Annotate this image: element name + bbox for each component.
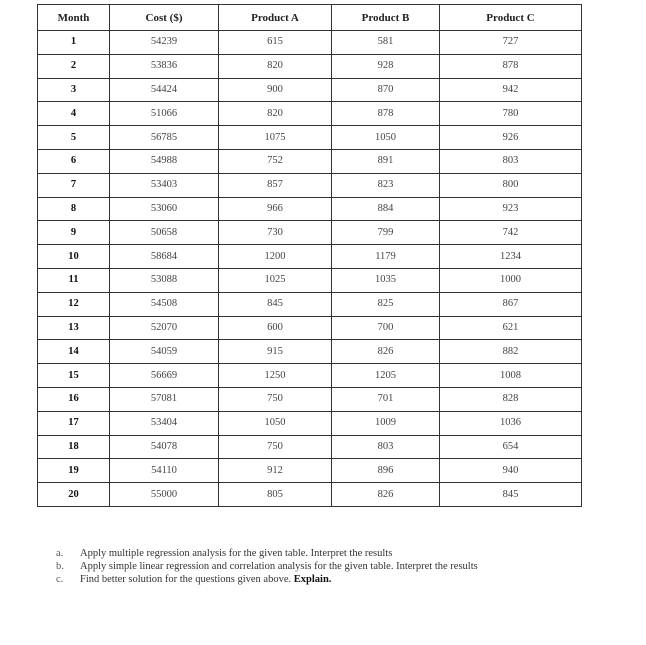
cell-product-b: 823 [332,173,440,197]
table-row [38,126,582,150]
cell-cost: 54059 [110,340,219,364]
table-row [38,364,582,388]
question-body: Find better solution for the questions given above. [80,574,294,585]
cell-cost: 57081 [110,387,219,411]
cell-product-b: 896 [332,459,440,483]
cell-cost: 54424 [110,78,219,102]
cell-cost: 54078 [110,435,219,459]
table-row [38,340,582,364]
cell-product-c: 780 [440,102,582,126]
table-row [38,197,582,221]
cell-product-a: 966 [219,197,332,221]
cell-product-c: 828 [440,387,582,411]
cell-product-c: 727 [440,31,582,55]
cell-product-a: 1050 [219,411,332,435]
table-row [38,245,582,269]
cell-product-b: 826 [332,483,440,507]
header-month: Month [38,5,110,31]
cell-cost: 54988 [110,149,219,173]
cell-month: 3 [38,78,110,102]
cell-month: 19 [38,459,110,483]
cell-cost: 53060 [110,197,219,221]
cell-product-c: 845 [440,483,582,507]
question-item [56,548,576,560]
cell-product-c: 1000 [440,268,582,292]
cell-month: 20 [38,483,110,507]
cell-product-b: 825 [332,292,440,316]
table-row [38,483,582,507]
cell-product-c: 940 [440,459,582,483]
header-product-c: Product C [440,5,582,31]
cell-product-a: 752 [219,149,332,173]
cell-product-b: 700 [332,316,440,340]
table-row [38,149,582,173]
cell-product-a: 1075 [219,126,332,150]
cell-product-c: 803 [440,149,582,173]
cell-product-c: 1008 [440,364,582,388]
cell-month: 9 [38,221,110,245]
question-item [56,574,576,586]
table-row [38,435,582,459]
cell-product-b: 701 [332,387,440,411]
cell-product-b: 581 [332,31,440,55]
cell-product-a: 912 [219,459,332,483]
table-row [38,78,582,102]
cell-product-a: 857 [219,173,332,197]
cell-cost: 56669 [110,364,219,388]
cell-month: 11 [38,268,110,292]
table-row [38,221,582,245]
cell-product-c: 654 [440,435,582,459]
cell-product-a: 820 [219,102,332,126]
table-row [38,268,582,292]
cell-product-c: 742 [440,221,582,245]
table-row [38,292,582,316]
cell-product-b: 1205 [332,364,440,388]
question-text [80,548,576,560]
cell-product-c: 800 [440,173,582,197]
questions-list [56,548,576,587]
cell-month: 8 [38,197,110,221]
cell-month: 1 [38,31,110,55]
cell-product-b: 1179 [332,245,440,269]
header-product-a: Product A [219,5,332,31]
cell-product-c: 923 [440,197,582,221]
question-body: Apply simple linear regression and correlation analysis for the given table. Interpret the results [80,561,478,572]
cell-month: 15 [38,364,110,388]
table-header-row [38,5,582,31]
cell-product-a: 1200 [219,245,332,269]
cell-cost: 54239 [110,31,219,55]
cell-product-a: 805 [219,483,332,507]
cell-product-b: 1050 [332,126,440,150]
table-row [38,102,582,126]
question-item [56,561,576,573]
cell-month: 10 [38,245,110,269]
cell-product-a: 750 [219,435,332,459]
cell-product-a: 1025 [219,268,332,292]
cell-product-c: 1234 [440,245,582,269]
cell-product-a: 915 [219,340,332,364]
cell-product-b: 884 [332,197,440,221]
cell-product-c: 882 [440,340,582,364]
cell-product-b: 891 [332,149,440,173]
cell-month: 2 [38,54,110,78]
cell-month: 13 [38,316,110,340]
table-row [38,316,582,340]
question-emphasis: Explain. [293,574,332,585]
table-row [38,387,582,411]
cell-product-a: 900 [219,78,332,102]
cell-cost: 53404 [110,411,219,435]
data-table [37,4,582,507]
cell-month: 12 [38,292,110,316]
cell-product-a: 600 [219,316,332,340]
cell-cost: 51066 [110,102,219,126]
cell-product-a: 730 [219,221,332,245]
cell-cost: 53403 [110,173,219,197]
header-cost: Cost ($) [110,5,219,31]
table-row [38,459,582,483]
cell-cost: 54508 [110,292,219,316]
cell-product-b: 878 [332,102,440,126]
cell-cost: 53088 [110,268,219,292]
cell-product-b: 928 [332,54,440,78]
cell-month: 7 [38,173,110,197]
table-row [38,411,582,435]
question-text [80,561,576,573]
cell-product-c: 867 [440,292,582,316]
cell-product-c: 621 [440,316,582,340]
cell-product-c: 878 [440,54,582,78]
cell-month: 14 [38,340,110,364]
cell-product-a: 750 [219,387,332,411]
cell-month: 18 [38,435,110,459]
cell-cost: 56785 [110,126,219,150]
cell-product-a: 615 [219,31,332,55]
table-row [38,54,582,78]
cell-product-b: 870 [332,78,440,102]
cell-product-b: 1035 [332,268,440,292]
cell-product-b: 803 [332,435,440,459]
cell-cost: 55000 [110,483,219,507]
question-letter: c. [56,574,64,585]
header-product-b: Product B [332,5,440,31]
cell-product-c: 926 [440,126,582,150]
cell-product-a: 820 [219,54,332,78]
table-row [38,31,582,55]
cell-month: 6 [38,149,110,173]
cell-month: 5 [38,126,110,150]
cell-product-a: 845 [219,292,332,316]
cell-product-c: 1036 [440,411,582,435]
cell-product-c: 942 [440,78,582,102]
cell-product-a: 1250 [219,364,332,388]
cell-cost: 58684 [110,245,219,269]
cell-cost: 52070 [110,316,219,340]
question-letter: a. [56,548,64,559]
question-text [80,574,576,586]
cell-product-b: 799 [332,221,440,245]
cell-cost: 50658 [110,221,219,245]
question-body: Apply multiple regression analysis for the given table. Interpret the results [80,548,393,559]
question-letter: b. [56,561,64,572]
table-row [38,173,582,197]
cell-cost: 53836 [110,54,219,78]
cell-month: 4 [38,102,110,126]
cell-cost: 54110 [110,459,219,483]
cell-product-b: 1009 [332,411,440,435]
cell-month: 16 [38,387,110,411]
table-body [38,31,582,507]
data-table-container [37,4,581,507]
cell-product-b: 826 [332,340,440,364]
cell-month: 17 [38,411,110,435]
